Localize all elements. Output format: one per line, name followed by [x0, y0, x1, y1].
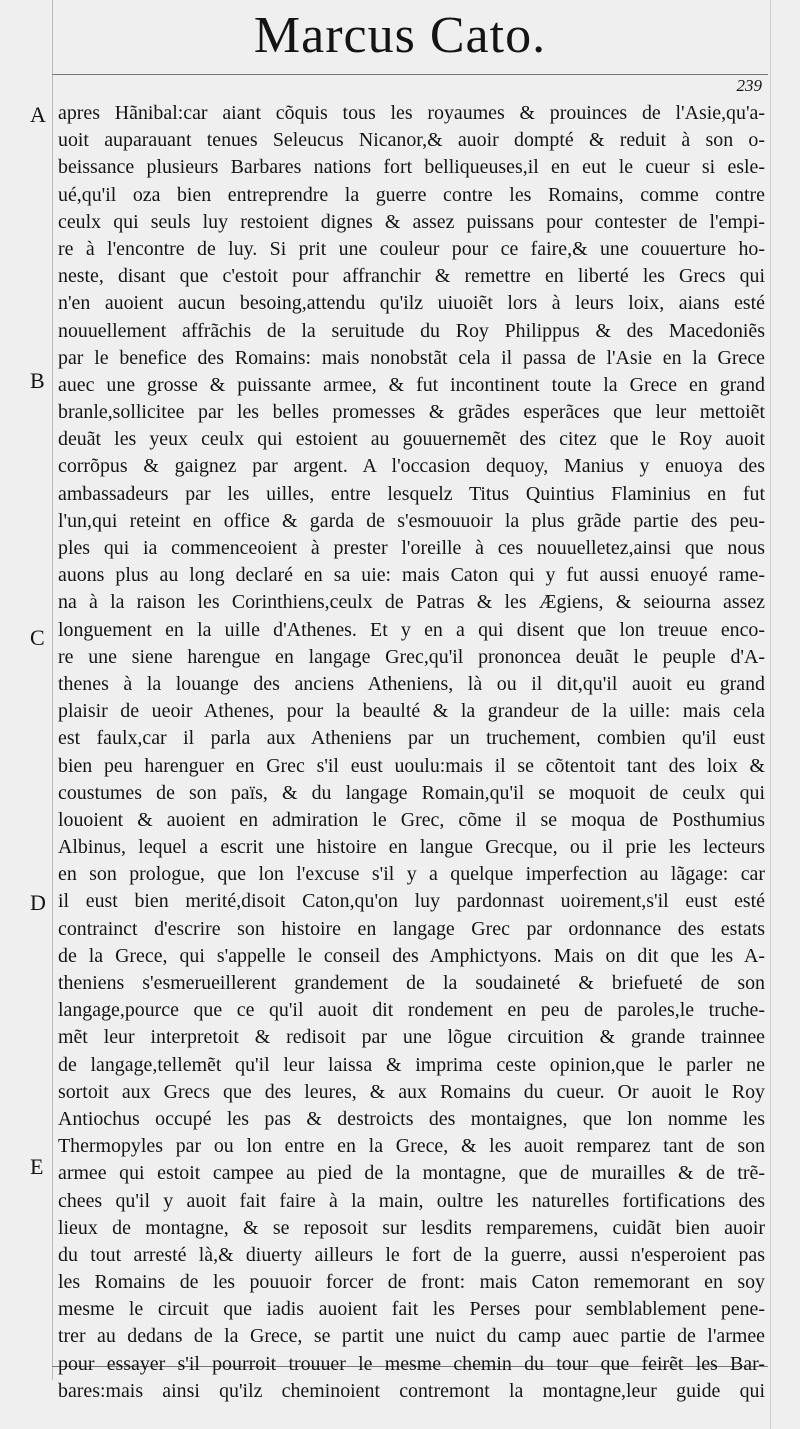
- left-rule: [52, 0, 53, 1380]
- text-line: longuement en la uille d'Athenes. Et y en a qui disent que lon treuue enco-: [58, 618, 765, 641]
- text-line: de langage,tellemẽt qu'il leur laissa & imprima ceste opinion,que le parler ne: [58, 1053, 765, 1076]
- text-line: n'en auoient aucun besoing,attendu qu'ilz uiuoiẽt lors à leurs loix, aians esté: [58, 292, 765, 315]
- text-line: lieux de montagne, & se reposoit sur lesdits remparemens, cuidãt bien auoir: [58, 1216, 765, 1239]
- text-line: auec une grosse & puissante armee, & fut incontinent toute la Grece en grand: [58, 373, 765, 396]
- text-line: auons plus au long declaré en sa uie: mais Caton qui y fut aussi enuoyé rame-: [58, 564, 765, 587]
- text-line: neste, disant que c'estoit pour affranchir & remettre en liberté les Grecs qui: [58, 265, 765, 288]
- text-line: thenes à la louange des anciens Atheniens, là ou il dit,qu'il auoit eu grand: [58, 672, 765, 695]
- text-line: bien peu harenguer en Grec s'il eust uoulu:mais il se cõtentoit tant des loix &: [58, 754, 765, 777]
- text-line: ué,qu'il oza bien entreprendre la guerre contre les Romains, comme contre: [58, 183, 765, 206]
- text-line: par le benefice des Romains: mais nonobstãt cela il passa de l'Asie en la Grece: [58, 346, 765, 369]
- right-rule: [770, 0, 771, 1429]
- text-line: louoient & auoient en admiration le Grec, cõme il se moqua de Posthumius: [58, 808, 765, 831]
- body-text: [58, 100, 765, 1405]
- running-head-title: Marcus Cato.: [253, 7, 547, 64]
- text-line: contrainct d'escrire son histoire en langage Grec par ordonnance des estats: [58, 917, 765, 940]
- text-line: de la Grece, qui s'appelle le conseil des Amphictyons. Mais on dit que les A-: [58, 944, 765, 967]
- text-line: langage,pource que ce qu'il auoit dit rondement en peu de paroles,le truche-: [58, 999, 765, 1022]
- text-line: Albinus, lequel a escrit une histoire en langue Grecque, ou il prie les lecteurs: [58, 836, 765, 859]
- text-line: Antiochus occupé les pas & destroicts des montaignes, que lon nomme les: [58, 1107, 765, 1130]
- text-line: il eust bien merité,disoit Caton,qu'on luy pardonnast uoirement,s'il eust esté: [58, 890, 765, 913]
- text-line: branle,sollicitee par les belles promesses & grãdes esperãces que leur mettoiẽt: [58, 401, 765, 424]
- text-line: est faulx,car il parla aux Atheniens par un truchement, combien qu'il eust: [58, 727, 765, 750]
- page-number: 239: [736, 76, 762, 95]
- text-line: mesme le circuit que iadis auoient fait les Perses pour semblablement pene-: [58, 1298, 765, 1321]
- text-line: pour essayer s'il pourroit trouuer le mesme chemin du tour que feirẽt les Bar-: [58, 1352, 765, 1375]
- text-line: beissance plusieurs Barbares nations fort belliqueuses,il en eut le cueur si esle-: [58, 156, 765, 179]
- margin-letter-b: B: [30, 368, 45, 393]
- text-line: bares:mais ainsi qu'ilz cheminoient contremont la montagne,leur guide qui: [58, 1379, 765, 1402]
- text-line: du tout arresté là,& diuerty ailleurs le fort de la guerre, aussi n'esperoient pas: [58, 1243, 765, 1266]
- text-line: ples qui ia commenceoient à prester l'oreille à ces nouuelletez,ainsi que nous: [58, 537, 765, 559]
- text-line: chees qu'il y auoit fait faire à la main, oultre les naturelles fortifications des: [58, 1189, 765, 1212]
- text-line: apres Hãnibal:car aiant cõquis tous les royaumes & prouinces de l'Asie,qu'a-: [58, 102, 765, 124]
- text-line: nouuellement affrãchis de la seruitude du Roy Philippus & des Macedoniẽs: [58, 319, 765, 342]
- text-line: ceulx qui seuls luy restoient dignes & assez puissans pour contester de l'empi-: [58, 210, 765, 233]
- text-line: Thermopyles par ou lon entre en la Grece, & les auoit remparez tant de son: [58, 1135, 765, 1158]
- text-line: coustumes de son païs, & du langage Romain,qu'il se moquoit de ceulx qui: [58, 781, 765, 804]
- text-line: les Romains de les pouuoir forcer de front: mais Caton rememorant en soy: [58, 1271, 765, 1294]
- margin-letter-e: E: [30, 1154, 44, 1179]
- text-line: theniens s'esmerueillerent grandement de la soudaineté & briefueté de son: [58, 972, 765, 994]
- margin-letter-a: A: [30, 102, 46, 127]
- text-line: na à la raison les Corinthiens,ceulx de Patras & les Ægiens, & seiourna assez: [58, 591, 765, 614]
- text-line: deuãt les yeux ceulx qui estoient au gouuernemẽt des citez que le Roy auoit: [58, 428, 765, 451]
- text-line: armee qui estoit campee au pied de la montagne, que de murailles & de trẽ-: [58, 1162, 765, 1185]
- text-line: corrõpus & gaignez par argent. A l'occasion dequoy, Manius y enuoya des: [58, 455, 765, 478]
- margin-letter-d: D: [30, 890, 46, 915]
- text-line: en son prologue, que lon l'excuse s'il y a quelque imperfection au lãgage: car: [58, 863, 765, 886]
- text-line: plaisir de ueoir Athenes, pour la beaulté & la grandeur de la uille: mais cela: [58, 700, 765, 723]
- text-line: mẽt leur interpretoit & redisoit par une lõgue circuition & grande trainnee: [58, 1026, 765, 1049]
- text-line: sortoit aux Grecs que des leures, & aux Romains du cueur. Or auoit le Roy: [58, 1080, 765, 1103]
- text-line: l'un,qui reteint en office & garda de s'esmouuoir la plus grãde partie des peu-: [58, 509, 765, 532]
- header-rule: [52, 74, 768, 75]
- text-line: re à l'encontre de luy. Si prit une couleur pour ce faire,& une couuerture ho-: [58, 237, 765, 260]
- text-line: ambassadeurs par les uilles, entre lesquelz Titus Quintius Flaminius en fut: [58, 482, 765, 505]
- text-line: trer au dedans de la Grece, se partit une nuict du camp auec partie de l'armee: [58, 1325, 765, 1348]
- text-line: uoit auparauant tenues Seleucus Nicanor,& auoir dompté & reduit à son o-: [58, 129, 765, 152]
- text-line: re une siene harengue en langage Grec,qu'il prononcea deuãt le peuple d'A-: [58, 645, 765, 668]
- margin-letter-c: C: [30, 625, 45, 650]
